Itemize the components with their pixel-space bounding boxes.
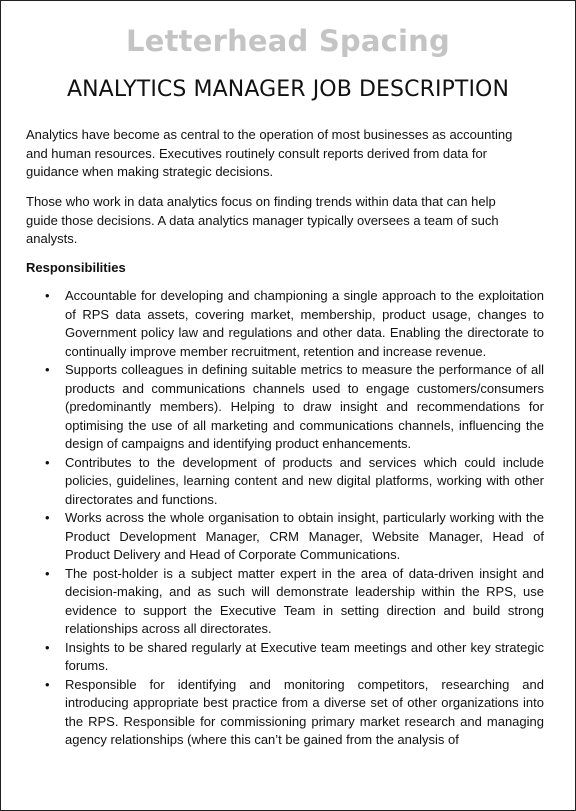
- responsibilities-list: [26, 287, 544, 750]
- list-item: [45, 639, 544, 676]
- bullet-icon: •: [45, 288, 50, 303]
- list-item-text: Insights to be shared regularly at Executive team meetings and other key strategic forums.: [65, 639, 544, 673]
- list-item: [45, 509, 544, 565]
- list-item: [45, 287, 544, 361]
- list-item-text: Responsible for identifying and monitoring competitors, researching and introducing appropriate best practice from a diverse set of other organizations into the RPS. Responsible for commissioning primary market research and managing agency relationships (where this can’t be gained from the analysis of: [65, 676, 544, 747]
- list-item: [45, 361, 544, 454]
- responsibilities-heading: Responsibilities: [26, 260, 126, 275]
- document-title: ANALYTICS MANAGER JOB DESCRIPTION: [66, 77, 510, 102]
- intro-paragraph-2: Those who work in data analytics focus on finding trends within data that can help guide those decisions. A data analytics manager typically oversees a team of such analysts.: [26, 194, 499, 246]
- bullet-icon: •: [45, 362, 50, 377]
- list-item: [45, 676, 544, 750]
- bullet-icon: •: [45, 565, 50, 581]
- intro-paragraph-1: Analytics have become as central to the operation of most businesses as accounting and human resources. Executives routinely consult reports derived from data for guidance when making strategic decisions.: [26, 127, 513, 179]
- bullet-icon: •: [45, 454, 50, 470]
- list-item-text: Works across the whole organisation to obtain insight, particularly working with the Product Development Manager, CRM Manager, Website Manager, Head of Product Delivery and Head of Corporate Communications.: [65, 510, 544, 562]
- list-item: [45, 565, 544, 639]
- bullet-icon: •: [45, 510, 50, 525]
- bullet-icon: •: [45, 639, 50, 655]
- letterhead-placeholder: Letterhead Spacing: [126, 24, 450, 58]
- list-item-text: Accountable for developing and championing a single approach to the exploitation of RPS data assets, covering market, membership, product usage, changes to Government policy law and regulations and other data. Enabling the directorate to continually improve member recruitment, retention and increase revenue.: [65, 288, 544, 359]
- list-item: [45, 454, 544, 510]
- list-item-text: Contributes to the development of products and services which could include policies, guidelines, learning content and new digital platforms, working with other directorates and functions.: [65, 454, 544, 507]
- list-item-text: Supports colleagues in defining suitable metrics to measure the performance of all products and communications channels used to engage customers/consumers (predominantly members). Helping to draw insight and recommendations for optimising the use of all marketing and communications channels, influencing the design of campaigns and identifying product enhancements.: [65, 362, 544, 451]
- list-item-text: The post-holder is a subject matter expert in the area of data-driven insight and decision-making, and as such will demonstrate leadership within the RPS, use evidence to support the Executive Team in setting direction and build strong relationships across all directorates.: [65, 565, 544, 636]
- bullet-icon: •: [45, 676, 50, 692]
